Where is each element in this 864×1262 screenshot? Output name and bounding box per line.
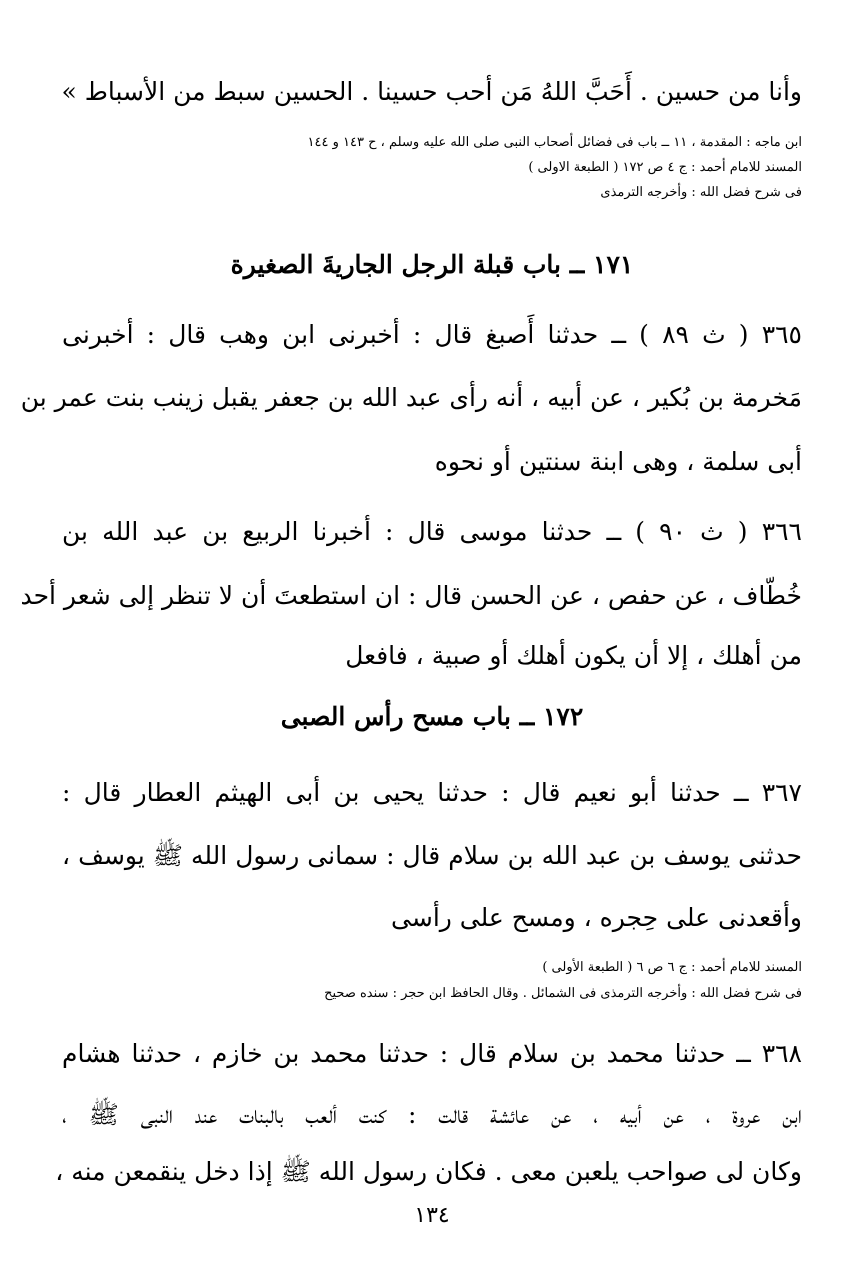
hadith-line: ٣٦٦ ( ث ٩٠ ) ــ حدثنا موسى قال : أخبرنا الربيع بن عبد الله بن <box>62 517 802 546</box>
hadith-line: أبى سلمة ، وهى ابنة سنتين أو نحوه <box>434 447 802 476</box>
footnote-line: المسند للامام أحمد : ج ٤ ص ١٧٢ ( الطبعة الاولى ) <box>528 160 802 175</box>
chapter-heading: ١٧٢ ــ باب مسح رأس الصبى <box>280 702 584 731</box>
hadith-line: من أهلك ، إلا أن يكون أهلك أو صبية ، فافعل <box>345 641 802 670</box>
chapter-heading: ١٧١ ــ باب قبلة الرجل الجاريةَ الصغيرة <box>230 250 634 279</box>
hadith-line: خُطّاف ، عن حفص ، عن الحسن قال : ان استطعتَ أن لا تنظر إلى شعر أحد <box>20 581 802 610</box>
footnote-line: المسند للامام أحمد : ج ٦ ص ٦ ( الطبعة الأولى ) <box>542 960 802 975</box>
hadith-line: مَخرمة بن بُكير ، عن أبيه ، أنه رأى عبد الله بن جعفر يقبل زينب بنت عمر بن <box>20 383 802 412</box>
hadith-line: حدثنى يوسف بن عبد الله بن سلام قال : سمانى رسول الله ﷺ يوسف ، <box>62 841 802 870</box>
footnote-line: فى شرح فضل الله : وأخرجه الترمذى <box>600 185 802 200</box>
hadith-line: وكان لى صواحب يلعبن معى . فكان رسول الله ﷺ إذا دخل ينقمعن منه ، <box>55 1157 802 1186</box>
hadith-line: ٣٦٧ ــ حدثنا أبو نعيم قال : حدثنا يحيى بن أبى الهيثم العطار قال : <box>62 778 802 807</box>
hadith-line: ٣٦٥ ( ث ٨٩ ) ــ حدثنا أَصبغ قال : أخبرنى ابن وهب قال : أخبرنى <box>62 320 802 349</box>
page-number: ١٣٤ <box>414 1203 450 1228</box>
footnote-line: ابن ماجه : المقدمة ، ١١ ــ باب فى فضائل أصحاب النبى صلى الله عليه وسلم ، ح ١٤٣ و ١٤٤ <box>307 135 802 150</box>
hadith-line: ٣٦٨ ــ حدثنا محمد بن سلام قال : حدثنا محمد بن خازم ، حدثنا هشام <box>62 1039 802 1068</box>
footnote-line: فى شرح فضل الله : وأخرجه الترمذى فى الشمائل . وقال الحافظ ابن حجر : سنده صحيح <box>324 986 802 1001</box>
text-line: وأنا من حسين . أَحَبَّ اللهُ مَن أحب حسينا . الحسين سبط من الأسباط » <box>61 77 802 106</box>
hadith-line: وأقعدنى على حِجره ، ومسح على رأسى <box>391 903 802 932</box>
hadith-line: ابن عروة ، عن أبيه ، عن عائشة قالت : كنت ألعب بالبنات عند النبى ﷺ ، <box>62 1100 802 1129</box>
